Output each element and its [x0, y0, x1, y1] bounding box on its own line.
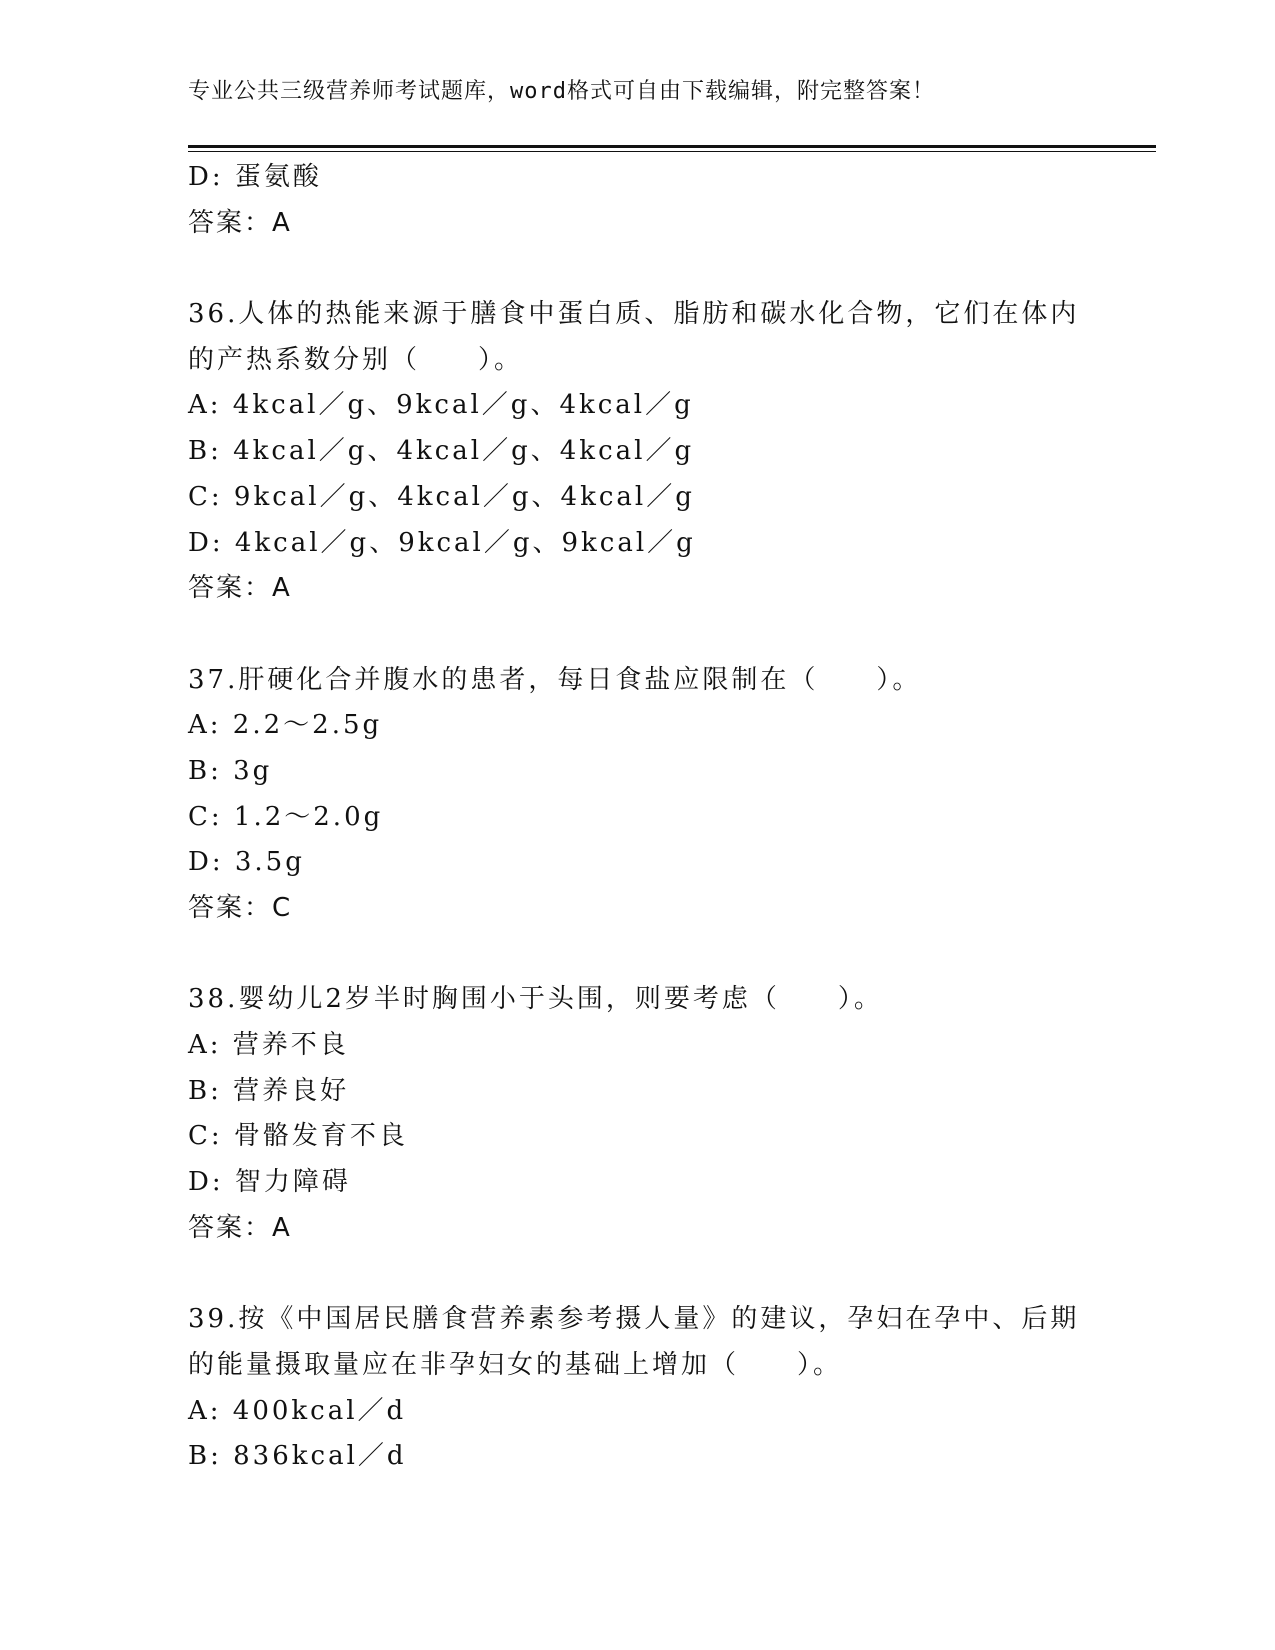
answer-line: 答案：C	[188, 893, 293, 923]
option-b: B: 3g	[188, 755, 273, 786]
answer-line: 答案：A	[188, 573, 292, 604]
option-d: D: 3.5g	[188, 847, 305, 878]
question-stem: 的能量摄取量应在非孕妇女的基础上增加（ ）。	[188, 1349, 843, 1380]
answer-line: 答案：A	[188, 207, 292, 238]
option-c: C: 骨骼发育不良	[188, 1121, 408, 1152]
page-header: 专业公共三级营养师考试题库，word格式可自由下载编辑，附完整答案！	[188, 79, 935, 104]
option-a: A: 400kcal／d	[188, 1395, 407, 1426]
option-c: C: 9kcal／g、4kcal／g、4kcal／g	[188, 481, 695, 512]
option-b: B: 营养良好	[188, 1075, 350, 1106]
question-39	[188, 1297, 1088, 1480]
question-36	[188, 292, 1088, 612]
question-stem: 37.肝硬化合并腹水的患者，每日食盐应限制在（ ）。	[188, 664, 922, 695]
header-rule	[188, 145, 1156, 148]
question-stem: 39.按《中国居民膳食营养素参考摄人量》的建议，孕妇在孕中、后期	[188, 1304, 1080, 1335]
option-d: D: 蛋氨酸	[188, 162, 322, 192]
option-a: A: 4kcal／g、9kcal／g、4kcal／g	[188, 390, 694, 421]
header-rule-thin	[188, 151, 1156, 152]
option-b: B: 4kcal／g、4kcal／g、4kcal／g	[188, 436, 695, 467]
question-stem: 36.人体的热能来源于膳食中蛋白质、脂肪和碳水化合物，它们在体内	[188, 299, 1080, 330]
option-d: D: 4kcal／g、9kcal／g、9kcal／g	[188, 527, 696, 558]
answer-line: 答案：A	[188, 1212, 292, 1243]
option-a: A: 2.2～2.5g	[188, 710, 383, 741]
question-stem: 38.婴幼儿2岁半时胸围小于头围，则要考虑（ ）。	[188, 984, 883, 1015]
option-a: A: 营养不良	[188, 1030, 349, 1061]
option-b: B: 836kcal／d	[188, 1441, 407, 1472]
question-38	[188, 977, 1088, 1251]
option-d: D: 智力障碍	[188, 1167, 351, 1198]
question-37	[188, 658, 1088, 932]
option-c: C: 1.2～2.0g	[188, 801, 384, 832]
question-list	[188, 155, 1088, 1480]
question-stem: 的产热系数分别（ ）。	[188, 344, 524, 375]
